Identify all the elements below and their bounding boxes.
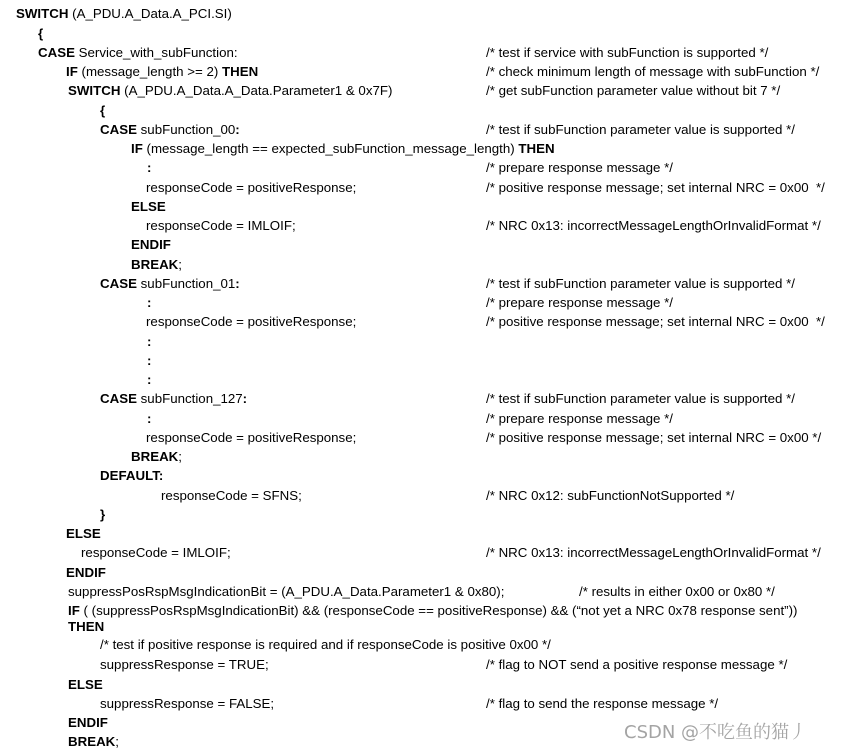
code-text: ; xyxy=(178,257,182,272)
code-comment: /* flag to NOT send a positive response message */ xyxy=(486,657,788,672)
keyword: : xyxy=(147,411,152,426)
code-comment: /* check minimum length of message with subFunction */ xyxy=(486,64,820,79)
code-line xyxy=(0,370,855,389)
code-text: responseCode = positiveResponse; xyxy=(146,180,357,195)
keyword: ELSE xyxy=(131,199,166,214)
code-line xyxy=(0,409,855,428)
keyword: IF xyxy=(66,64,78,79)
code-line xyxy=(0,43,855,62)
code-text: responseCode = IMLOIF; xyxy=(81,545,231,560)
code-line xyxy=(0,635,855,654)
code-line xyxy=(0,543,855,562)
keyword: BREAK xyxy=(131,257,179,272)
keyword: ELSE xyxy=(68,677,103,692)
code-comment: /* prepare response message */ xyxy=(486,160,674,175)
keyword: : xyxy=(235,276,240,291)
code-comment: /* prepare response message */ xyxy=(486,295,674,310)
code-comment: /* test if subFunction parameter value is supported */ xyxy=(486,276,795,291)
keyword: ENDIF xyxy=(131,237,171,252)
code-comment: /* flag to send the response message */ xyxy=(486,696,719,711)
code-comment: /* NRC 0x13: incorrectMessageLengthOrInvalidFormat */ xyxy=(486,545,821,560)
code-line xyxy=(0,81,855,100)
code-line xyxy=(0,178,855,197)
code-text: ; xyxy=(178,449,182,464)
keyword: } xyxy=(100,507,106,522)
keyword: ELSE xyxy=(66,526,101,541)
keyword: THEN xyxy=(518,141,555,156)
code-text: (message_length == expected_subFunction_message_length) xyxy=(142,141,519,156)
code-text: responseCode = positiveResponse; xyxy=(146,314,357,329)
keyword: : xyxy=(147,353,152,368)
code-comment: /* NRC 0x12: subFunctionNotSupported */ xyxy=(486,488,735,503)
keyword: CASE xyxy=(100,122,137,137)
keyword: CASE xyxy=(38,45,75,60)
code-comment: /* test if subFunction parameter value is supported */ xyxy=(486,391,795,406)
code-line xyxy=(0,617,855,636)
code-line xyxy=(0,120,855,139)
code-text: subFunction_127 xyxy=(136,391,243,406)
code-line xyxy=(0,486,855,505)
code-text: responseCode = SFNS; xyxy=(161,488,302,503)
keyword: ENDIF xyxy=(68,715,108,730)
code-line xyxy=(0,293,855,312)
code-line xyxy=(0,428,855,447)
code-text: Service_with_subFunction: xyxy=(74,45,238,60)
code-text: (A_PDU.A_Data.A_PCI.SI) xyxy=(68,6,232,21)
code-line xyxy=(0,694,855,713)
keyword: : xyxy=(147,372,152,387)
code-line xyxy=(0,197,855,216)
code-comment: /* test if service with subFunction is supported */ xyxy=(486,45,769,60)
code-line xyxy=(0,389,855,408)
code-text: (message_length >= 2) xyxy=(77,64,222,79)
code-line xyxy=(0,62,855,81)
code-text: responseCode = positiveResponse; xyxy=(146,430,357,445)
code-comment: /* positive response message; set internal NRC = 0x00 */ xyxy=(486,430,822,445)
code-line xyxy=(0,101,855,120)
code-line xyxy=(0,4,855,23)
keyword: : xyxy=(235,122,240,137)
code-line xyxy=(0,216,855,235)
code-line xyxy=(0,505,855,524)
keyword: CASE xyxy=(100,391,137,406)
code-line xyxy=(0,655,855,674)
keyword: { xyxy=(100,103,106,118)
code-line xyxy=(0,351,855,370)
code-text: (A_PDU.A_Data.A_Data.Parameter1 & 0x7F) xyxy=(120,83,393,98)
code-text: subFunction_00 xyxy=(136,122,236,137)
code-line xyxy=(0,332,855,351)
keyword: SWITCH xyxy=(68,83,121,98)
code-line xyxy=(0,158,855,177)
keyword: BREAK xyxy=(131,449,179,464)
code-line xyxy=(0,447,855,466)
code-line xyxy=(0,235,855,254)
keyword: THEN xyxy=(221,64,259,79)
code-comment: /* positive response message; set internal NRC = 0x00 */ xyxy=(486,314,825,329)
code-text: responseCode = IMLOIF; xyxy=(146,218,296,233)
code-text: subFunction_01 xyxy=(136,276,236,291)
code-comment: /* positive response message; set internal NRC = 0x00 */ xyxy=(486,180,825,195)
keyword: THEN xyxy=(68,619,105,634)
code-text: suppressPosRspMsgIndicationBit = (A_PDU.A_Data.Parameter1 & 0x80); xyxy=(68,584,505,599)
code-comment: /* test if positive response is required and if responseCode is positive 0x00 */ xyxy=(100,637,551,652)
code-line xyxy=(0,582,855,601)
watermark: CSDN @不吃鱼的猫丿 xyxy=(624,722,808,743)
keyword: IF xyxy=(131,141,143,156)
keyword: CASE xyxy=(100,276,137,291)
code-text: suppressResponse = TRUE; xyxy=(100,657,269,672)
code-line xyxy=(0,563,855,582)
keyword: ENDIF xyxy=(66,565,106,580)
code-line xyxy=(0,675,855,694)
code-line xyxy=(0,274,855,293)
keyword: : xyxy=(147,295,152,310)
code-comment: /* get subFunction parameter value without bit 7 */ xyxy=(486,83,781,98)
code-text: ( (suppressPosRspMsgIndicationBit) && (responseCode == positiveResponse) && (“not yet a NRC 0x78 response sent”)) xyxy=(79,603,798,618)
code-comment: /* prepare response message */ xyxy=(486,411,674,426)
code-line xyxy=(0,139,855,158)
keyword: : xyxy=(147,160,152,175)
code-line xyxy=(0,255,855,274)
code-text: ; xyxy=(115,734,119,749)
code-line xyxy=(0,312,855,331)
code-comment: /* NRC 0x13: incorrectMessageLengthOrInvalidFormat */ xyxy=(486,218,821,233)
code-comment: /* test if subFunction parameter value is supported */ xyxy=(486,122,795,137)
code-line xyxy=(0,466,855,485)
keyword: SWITCH xyxy=(16,6,69,21)
keyword: { xyxy=(38,26,44,41)
code-text: suppressResponse = FALSE; xyxy=(100,696,275,711)
code-line xyxy=(0,524,855,543)
keyword: DEFAULT: xyxy=(100,468,164,483)
keyword: : xyxy=(242,391,248,406)
keyword: : xyxy=(147,334,152,349)
keyword: BREAK xyxy=(68,734,116,749)
code-line xyxy=(0,24,855,43)
code-comment: /* results in either 0x00 or 0x80 */ xyxy=(579,584,775,599)
keyword: IF xyxy=(68,603,80,618)
